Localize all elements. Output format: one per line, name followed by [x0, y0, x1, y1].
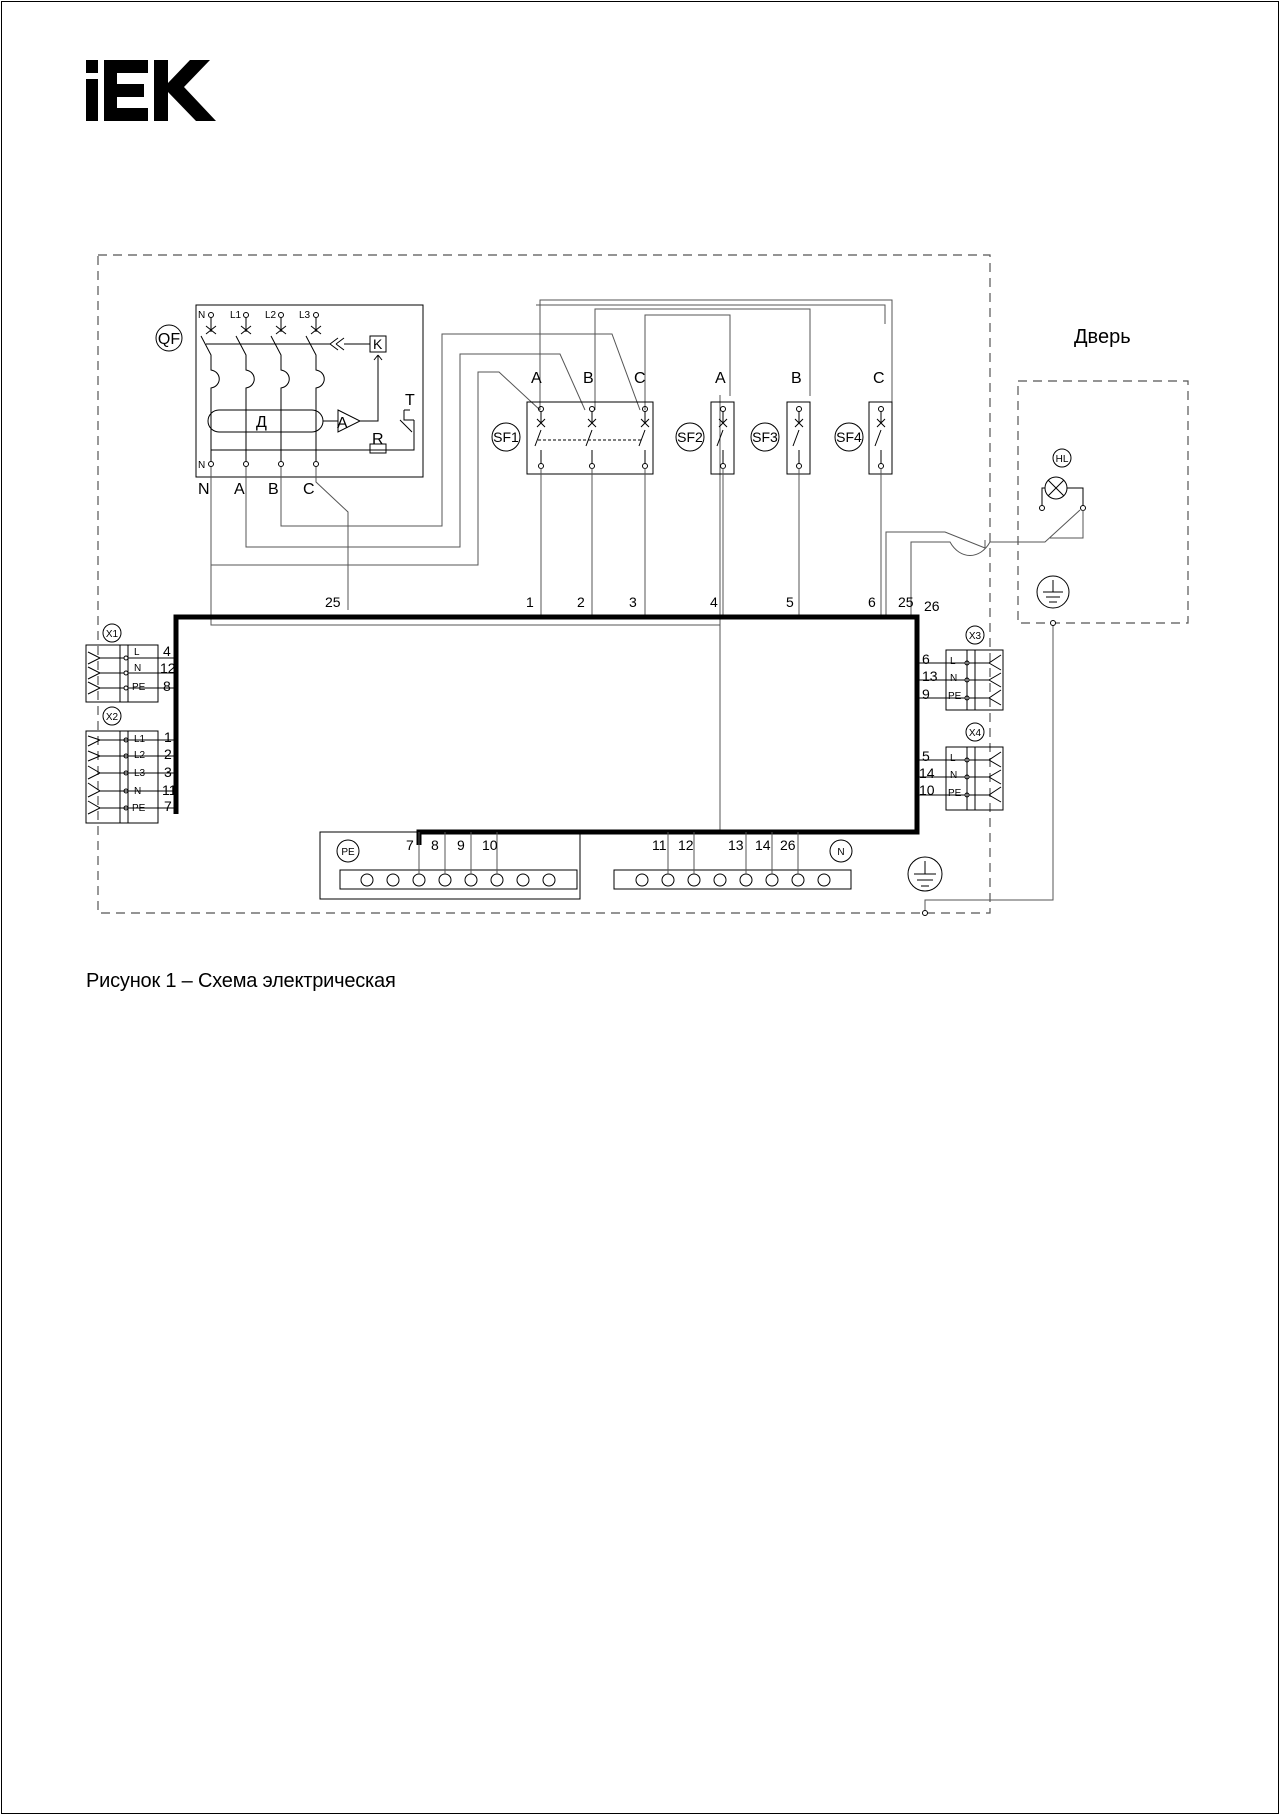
- x1-pin-l: L: [134, 647, 140, 658]
- pe-busbar: [320, 832, 580, 899]
- x2-pin-l3: L3: [134, 768, 146, 779]
- sf4-phase: C: [873, 370, 885, 387]
- x2-wire-2: 2: [164, 746, 172, 762]
- x2-pin-l2: L2: [134, 750, 146, 761]
- qf-d-label: Д: [256, 414, 267, 431]
- n-wire-1: 11: [652, 837, 667, 853]
- pe-wire-1: 7: [406, 837, 414, 853]
- x4-pin-n: N: [950, 770, 958, 781]
- x2-pin-l1: L1: [134, 734, 146, 745]
- top-feed-loops: [536, 300, 892, 410]
- x1-connector: [86, 624, 176, 702]
- x2-connector: [86, 707, 177, 823]
- wire-3: 3: [629, 594, 637, 610]
- hl-label: HL: [1055, 454, 1069, 465]
- cable-bundle: [176, 617, 917, 845]
- x2-pin-n: N: [134, 786, 142, 797]
- x2-label: X2: [105, 712, 119, 723]
- x3-wire-1: 6: [922, 651, 930, 667]
- sf4-label: SF4: [836, 429, 862, 445]
- qf-rcbo: [156, 305, 423, 498]
- qf-out-n: N: [198, 481, 210, 498]
- qf-label: QF: [157, 331, 181, 348]
- breaker-output-wires: [541, 468, 1080, 830]
- qf-terminal-n-bottom: N: [198, 460, 206, 471]
- sf1-phase-a: A: [531, 370, 542, 387]
- enclosure-ground-icon: [908, 857, 942, 891]
- wire-4: 4: [710, 594, 718, 610]
- n-bar-label: N: [837, 847, 845, 858]
- x3-pin-pe: PE: [948, 691, 962, 702]
- n-wire-5: 26: [780, 837, 796, 853]
- qf-t-label: T: [405, 392, 415, 409]
- qf-terminal-l1: L1: [230, 310, 242, 321]
- sf4-breaker: [835, 370, 892, 474]
- x2-wire-3: 3: [164, 764, 172, 780]
- qf-k-label: K: [373, 336, 383, 352]
- bus-wire-numbers: [325, 594, 940, 614]
- x4-pin-pe: PE: [948, 788, 962, 799]
- pe-bar-label: PE: [341, 847, 355, 858]
- x2-wire-4: 11: [162, 782, 177, 798]
- sf3-breaker: [751, 370, 810, 474]
- x3-wire-3: 9: [922, 686, 930, 702]
- x2-pin-pe: PE: [132, 803, 146, 814]
- x1-pin-pe: PE: [132, 682, 146, 693]
- wire-1: 1: [526, 594, 534, 610]
- qf-out-b: B: [268, 481, 279, 498]
- door-ground-icon: [923, 576, 1070, 916]
- door-outline: [1018, 381, 1188, 623]
- x1-wire-3: 8: [163, 678, 171, 694]
- x3-pin-n: N: [950, 673, 958, 684]
- qf-terminal-l2: L2: [265, 310, 277, 321]
- pe-wire-2: 8: [431, 837, 439, 853]
- x4-wire-1: 5: [922, 748, 930, 764]
- x4-pin-l: L: [950, 753, 956, 764]
- sf1-breaker: [492, 370, 653, 474]
- sf1-label: SF1: [493, 429, 519, 445]
- figure-caption: Рисунок 1 – Схема электрическая: [86, 970, 396, 992]
- wire-5: 5: [786, 594, 794, 610]
- x4-label: X4: [968, 728, 982, 739]
- sf2-phase: A: [715, 370, 726, 387]
- x2-wire-1: 1: [164, 729, 172, 745]
- wire-2: 2: [577, 594, 585, 610]
- n-wire-3: 13: [728, 837, 744, 853]
- x4-wire-3: 10: [919, 782, 935, 798]
- wire-25-right: 25: [898, 594, 914, 610]
- x3-pin-l: L: [950, 656, 956, 667]
- qf-out-a: A: [234, 481, 245, 498]
- x1-wire-1: 4: [163, 643, 171, 659]
- x3-label: X3: [968, 631, 982, 642]
- n-busbar: [614, 832, 852, 889]
- x4-wire-2: 14: [919, 765, 935, 781]
- qf-r-label: R: [372, 431, 384, 448]
- sf3-phase: B: [791, 370, 802, 387]
- n-wire-2: 12: [678, 837, 694, 853]
- qf-terminal-n: N: [198, 310, 206, 321]
- qf-terminal-l3: L3: [299, 310, 311, 321]
- x2-wire-5: 7: [164, 798, 172, 814]
- sf1-phase-c: C: [634, 370, 646, 387]
- wire-26: 26: [924, 598, 940, 614]
- qf-out-c: C: [303, 481, 315, 498]
- qf-a-label: A: [337, 415, 348, 432]
- x1-wire-2: 12: [160, 660, 176, 676]
- wire-6: 6: [868, 594, 876, 610]
- sf2-breaker: [676, 370, 734, 474]
- sf2-label: SF2: [677, 429, 703, 445]
- wire-25-left: 25: [325, 594, 341, 610]
- pe-wire-3: 9: [457, 837, 465, 853]
- n-wire-4: 14: [755, 837, 771, 853]
- x1-label: X1: [105, 629, 119, 640]
- hl-lamp: [1040, 449, 1086, 538]
- sf3-label: SF3: [752, 429, 778, 445]
- door-label: Дверь: [1074, 326, 1131, 348]
- x1-pin-n: N: [134, 663, 142, 674]
- pe-wire-4: 10: [482, 837, 498, 853]
- sf1-phase-b: B: [583, 370, 594, 387]
- x3-wire-2: 13: [922, 668, 938, 684]
